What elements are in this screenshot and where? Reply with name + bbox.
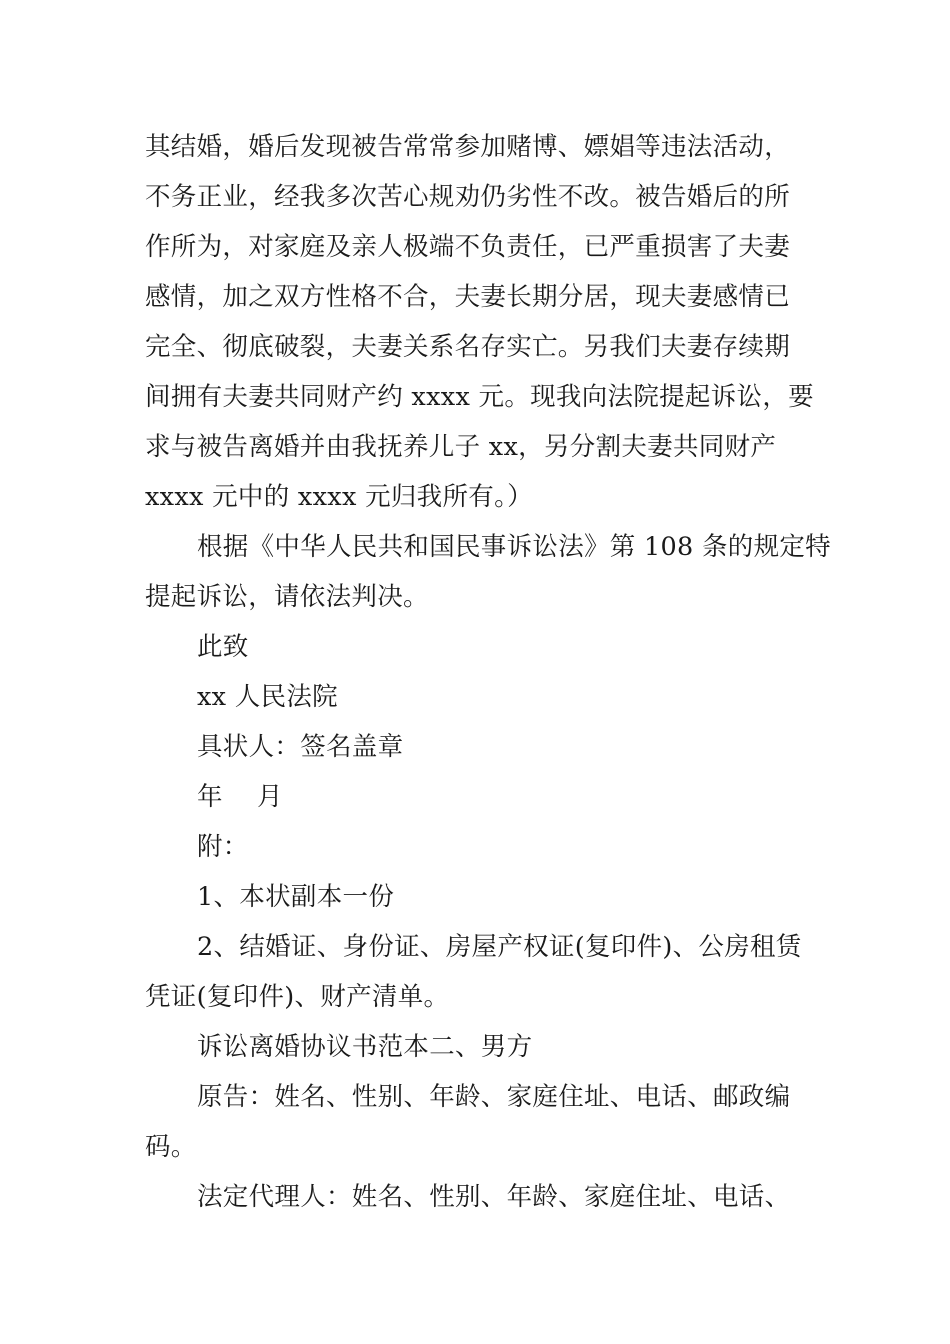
paragraph-salutation xyxy=(145,622,810,672)
text-line: 根据《中华人民共和国民事诉讼法》第 108 条的规定特 xyxy=(197,532,831,562)
text-line: 求与被告离婚并由我抚养儿子 xx，另分割夫妻共同财产 xyxy=(145,432,777,462)
text-line: 码。 xyxy=(145,1132,197,1162)
text-line: 间拥有夫妻共同财产约 xxxx 元。现我向法院提起诉讼，要 xyxy=(145,382,814,412)
text-line: 法定代理人：姓名、性别、年龄、家庭住址、电话、 xyxy=(197,1182,791,1212)
text-line: 此致 xyxy=(197,632,249,662)
text-line: 提起诉讼，请依法判决。 xyxy=(145,582,429,612)
text-line: 年 月 xyxy=(197,782,283,812)
text-line: 完全、彻底破裂，夫妻关系名存实亡。另我们夫妻存续期 xyxy=(145,332,791,362)
text-line: 作所为，对家庭及亲人极端不负责任，已严重损害了夫妻 xyxy=(145,232,791,262)
text-line: 感情，加之双方性格不合，夫妻长期分居，现夫妻感情已 xyxy=(145,282,791,312)
paragraph-attachments-heading xyxy=(145,822,810,872)
document-body xyxy=(145,122,831,1222)
text-line: 诉讼离婚协议书范本二、男方 xyxy=(197,1032,533,1062)
text-line: xx 人民法院 xyxy=(197,682,338,712)
paragraph-attachment-1 xyxy=(145,872,810,922)
paragraph-court xyxy=(145,672,810,722)
paragraph-attachment-2 xyxy=(145,922,810,1022)
text-line: 附： xyxy=(197,832,249,862)
text-line: 其结婚，婚后发现被告常常参加赌博、嫖娼等违法活动， xyxy=(145,132,791,162)
paragraph-legal-representative xyxy=(145,1172,810,1222)
text-line: 具状人：签名盖章 xyxy=(197,732,404,762)
text-line: 2、结婚证、身份证、房屋产权证(复印件)、公房租赁 xyxy=(197,932,802,962)
paragraph-complaint-facts xyxy=(145,122,814,522)
paragraph-signer xyxy=(145,722,810,772)
paragraph-section-title xyxy=(145,1022,810,1072)
text-line: xxxx 元中的 xxxx 元归我所有。） xyxy=(145,482,533,512)
paragraph-plaintiff xyxy=(145,1072,810,1172)
paragraph-date xyxy=(145,772,810,822)
paragraph-legal-basis xyxy=(145,522,831,622)
text-line: 不务正业，经我多次苦心规劝仍劣性不改。被告婚后的所 xyxy=(145,182,791,212)
text-line: 1、本状副本一份 xyxy=(197,882,395,912)
text-line: 凭证(复印件)、财产清单。 xyxy=(145,982,450,1012)
text-line: 原告：姓名、性别、年龄、家庭住址、电话、邮政编 xyxy=(197,1082,791,1112)
